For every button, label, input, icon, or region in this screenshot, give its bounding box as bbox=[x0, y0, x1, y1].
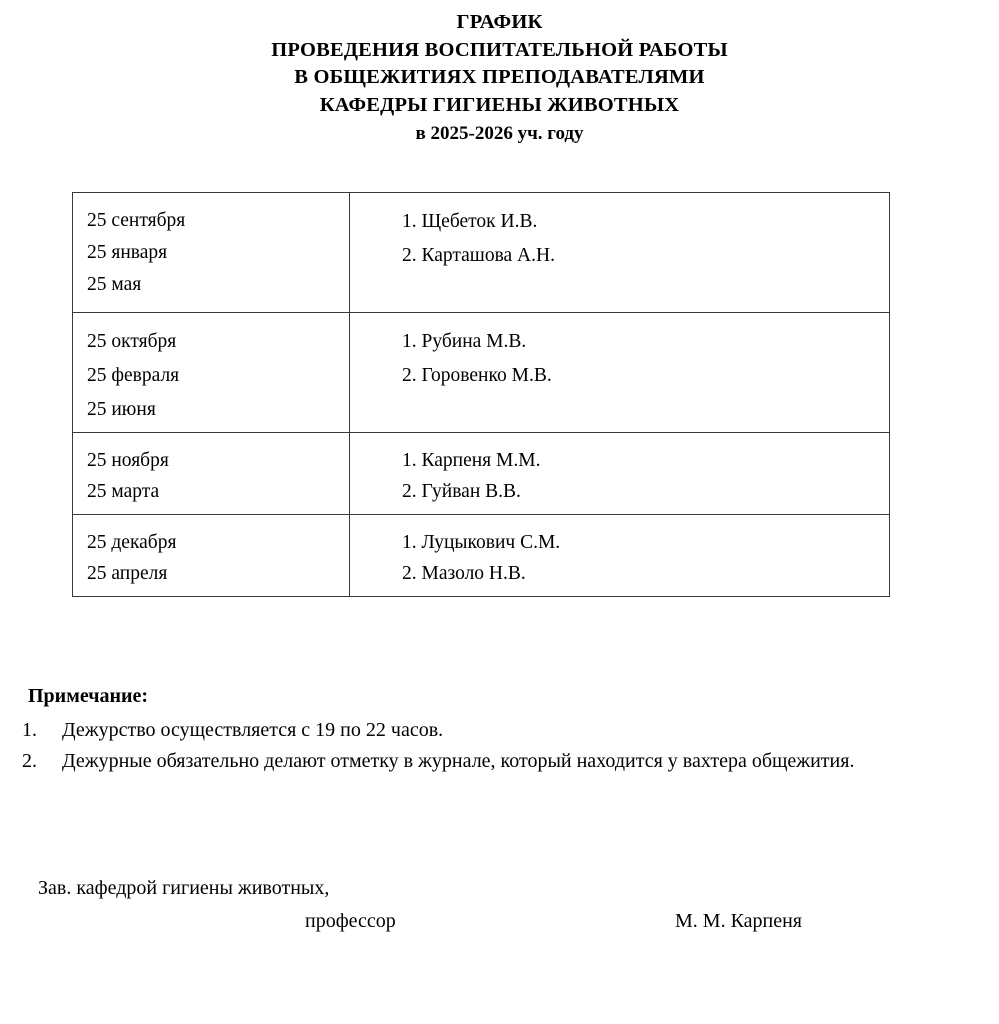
notes-heading: Примечание: bbox=[28, 685, 149, 707]
table-row bbox=[73, 515, 890, 597]
staff-cell bbox=[350, 313, 890, 433]
signature-role-line-2: профессор bbox=[305, 910, 396, 932]
date-entry: 25 ноября bbox=[87, 450, 169, 471]
staff-entry: 2. Карташова А.Н. bbox=[402, 245, 555, 266]
date-entry: 25 апреля bbox=[87, 563, 168, 584]
date-entry: 25 октября bbox=[87, 331, 177, 352]
dates-cell bbox=[73, 433, 350, 515]
date-entry: 25 февраля bbox=[87, 365, 180, 386]
title-line-1: ГРАФИК bbox=[456, 11, 543, 33]
staff-cell bbox=[350, 193, 890, 313]
table-row bbox=[73, 313, 890, 433]
dates-cell bbox=[73, 193, 350, 313]
signature-role-line-1: Зав. кафедрой гигиены животных, bbox=[38, 877, 330, 899]
signature-name: М. М. Карпеня bbox=[675, 910, 803, 932]
staff-cell bbox=[350, 433, 890, 515]
dates-cell bbox=[73, 515, 350, 597]
date-entry: 25 декабря bbox=[87, 532, 177, 553]
note-item bbox=[0, 746, 999, 777]
staff-entry: 1. Карпеня М.М. bbox=[402, 450, 541, 471]
staff-entry: 2. Мазоло Н.В. bbox=[402, 563, 526, 584]
date-entry: 25 сентября bbox=[87, 210, 186, 231]
note-text: Дежурные обязательно делают отметку в журнале, который находится у вахтера общежития. bbox=[62, 750, 855, 772]
staff-entry: 1. Рубина М.В. bbox=[402, 331, 527, 352]
date-entry: 25 января bbox=[87, 242, 168, 263]
note-text: Дежурство осуществляется с 19 по 22 часов. bbox=[62, 719, 444, 741]
title-line-4: КАФЕДРЫ ГИГИЕНЫ ЖИВОТНЫХ bbox=[319, 93, 680, 116]
staff-entry: 1. Луцыкович С.М. bbox=[402, 532, 561, 553]
staff-entry: 2. Горовенко М.В. bbox=[402, 365, 552, 386]
dates-cell bbox=[73, 313, 350, 433]
document-title-block bbox=[0, 9, 999, 148]
duty-schedule-table bbox=[72, 192, 890, 597]
table-row bbox=[73, 433, 890, 515]
note-item bbox=[0, 715, 999, 746]
title-line-2: ПРОВЕДЕНИЯ ВОСПИТАТЕЛЬНОЙ РАБОТЫ bbox=[271, 38, 728, 61]
note-marker: 1. bbox=[22, 719, 37, 741]
academic-year-line: в 2025-2026 уч. году bbox=[415, 123, 584, 144]
staff-entry: 2. Гуйван В.В. bbox=[402, 481, 521, 502]
note-marker: 2. bbox=[22, 750, 37, 772]
date-entry: 25 июня bbox=[87, 399, 156, 420]
staff-entry: 1. Щебеток И.В. bbox=[402, 211, 538, 232]
date-entry: 25 марта bbox=[87, 481, 160, 502]
staff-cell bbox=[350, 515, 890, 597]
date-entry: 25 мая bbox=[87, 274, 142, 295]
notes-list bbox=[0, 715, 999, 777]
title-line-3: В ОБЩЕЖИТИЯХ ПРЕПОДАВАТЕЛЯМИ bbox=[294, 66, 705, 88]
table-row bbox=[73, 193, 890, 313]
